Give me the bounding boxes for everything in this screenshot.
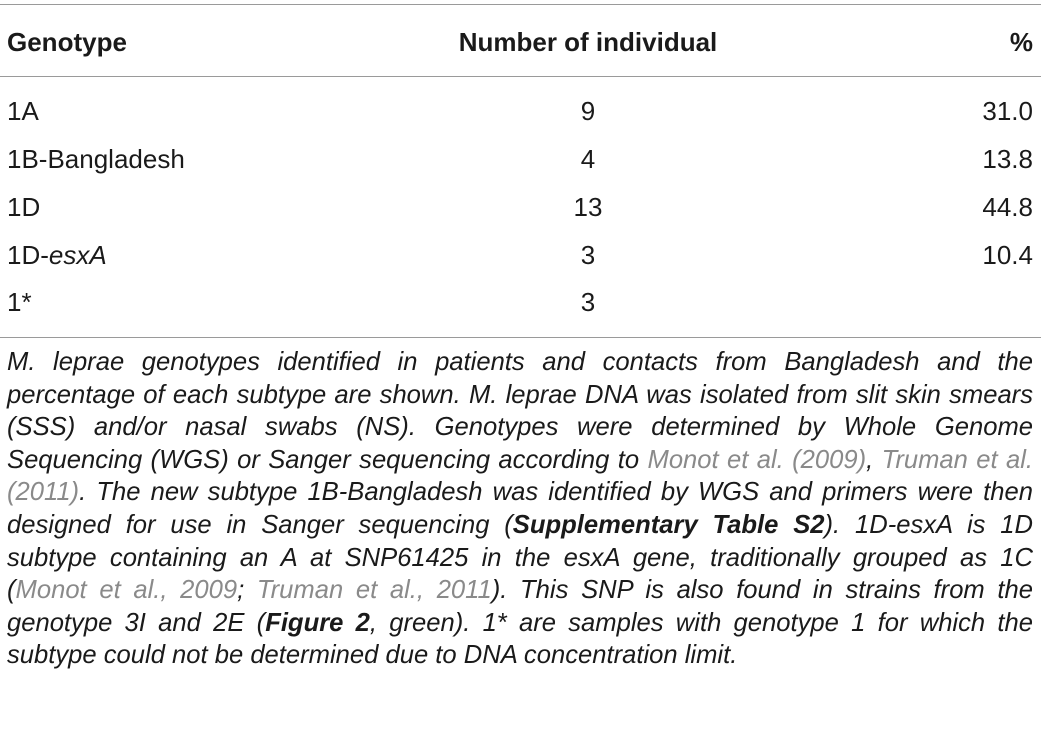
row-2-genotype: 1B-Bangladesh (7, 144, 185, 174)
row-5-count: 3 (580, 287, 596, 317)
row-1-count: 9 (580, 96, 596, 126)
row-4-genotype-italic: esxA (48, 240, 107, 270)
header-percent: % (1009, 27, 1033, 57)
row-2-count: 4 (580, 144, 596, 174)
row-3-genotype: 1D (7, 192, 41, 222)
header-rule (0, 76, 1041, 77)
row-4-count: 3 (580, 240, 596, 270)
row-1-percent: 31.0 (982, 96, 1033, 126)
table-caption: M. leprae genotypes identified in patients and contacts from Bangladesh and the percentage of each subtype are shown. M. leprae DNA was isolated from slit skin smears (SSS) and/or nasal swabs (NS). Genotypes were determined by Whole Genome Sequencing (WGS) or Sanger sequencing according to Monot et al. (2009), Truman et al. (2011). The new subtype 1B-Bangladesh was identified by WGS and primers were then designed for use in Sanger sequencing (Supplementary Table S2). 1D-esxA is 1D subtype containing an A at SNP61425 in the esxA gene, traditionally grouped as 1C (Monot et al., 2009; Truman et al., 2011). This SNP is also found in strains from the genotype 3I and 2E (Figure 2, green). 1* are samples with genotype 1 for which the subtype could not be determined due to DNA concentration limit. (7, 348, 1033, 670)
table-top-rule (0, 4, 1041, 5)
ref-monot-2009[interactable]: Monot et al. (2009) (647, 445, 867, 474)
row-4-genotype: 1D-esxA (7, 240, 107, 270)
row-5-genotype: 1* (7, 287, 32, 317)
ref-truman-2011-inline[interactable]: Truman et al., 2011 (256, 576, 492, 605)
row-2-percent: 13.8 (982, 144, 1033, 174)
header-genotype: Genotype (7, 27, 127, 57)
row-4-percent: 10.4 (982, 240, 1033, 270)
row-3-percent: 44.8 (982, 192, 1033, 222)
ref-monot-2009-inline[interactable]: Monot et al., 2009 (15, 576, 238, 605)
header-number-of-individual: Number of individual (458, 27, 718, 57)
figure-2-link[interactable]: Figure 2 (265, 608, 370, 637)
row-1-genotype: 1A (7, 96, 39, 126)
supplementary-table-link[interactable]: Supplementary Table S2 (512, 510, 825, 539)
table-bottom-rule (0, 337, 1041, 338)
ref-truman-2011[interactable]: Truman et al. (2011) (7, 445, 1033, 507)
row-3-count: 13 (573, 192, 603, 222)
